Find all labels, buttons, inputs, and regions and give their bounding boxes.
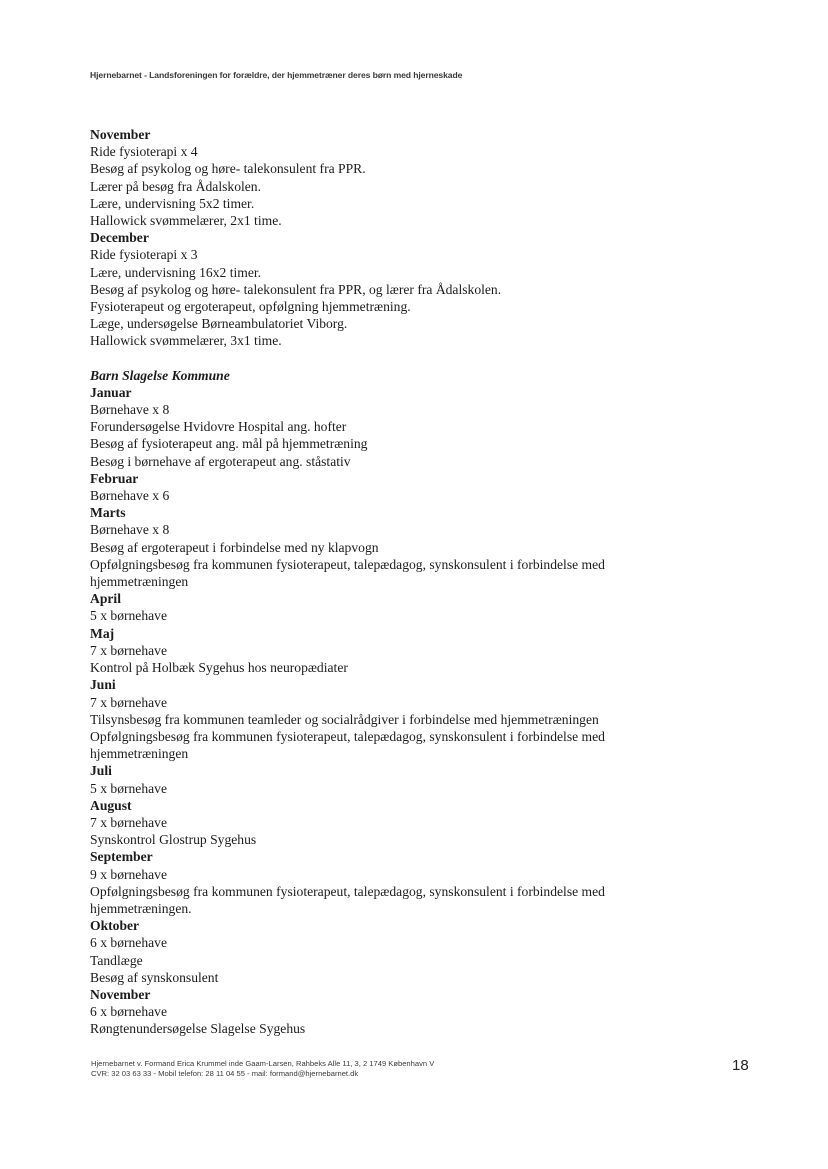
footer-contact: CVR: 32 03 63 33 - Mobil telefon: 28 11 04 55 - mail: formand@hjernebarnet.dk xyxy=(91,1069,359,1078)
list-item: 7 x børnehave xyxy=(90,694,168,710)
month-heading: August xyxy=(90,797,132,813)
list-item: Opfølgningsbesøg fra kommunen fysioterapeut, talepædagog, synskonsulent i forbindelse med hjemmetræningen. xyxy=(90,883,605,916)
month-heading: Marts xyxy=(90,505,126,521)
list-item: Besøg i børnehave af ergoterapeut ang. ståstativ xyxy=(90,453,351,469)
month-heading: Februar xyxy=(90,470,139,486)
list-item: Besøg af synskonsulent xyxy=(90,969,219,985)
list-item: Hallowick svømmelærer, 2x1 time. xyxy=(90,213,282,229)
list-item: Læge, undersøgelse Børneambulatoriet Viborg. xyxy=(90,316,348,332)
list-item: Kontrol på Holbæk Sygehus hos neuropædiater xyxy=(90,660,348,676)
list-item: 9 x børnehave xyxy=(90,866,168,882)
list-item: Ride fysioterapi x 3 xyxy=(90,247,198,263)
month-heading: Januar xyxy=(90,384,132,400)
section-heading: Barn Slagelse Kommune xyxy=(90,367,230,383)
month-heading: December xyxy=(90,230,149,246)
list-item: Synskontrol Glostrup Sygehus xyxy=(90,832,257,848)
list-item: Børnehave x 8 xyxy=(90,402,170,418)
list-item: 7 x børnehave xyxy=(90,814,168,830)
list-item: Ride fysioterapi x 4 xyxy=(90,144,198,160)
list-item: 6 x børnehave xyxy=(90,1004,168,1020)
month-heading: April xyxy=(90,591,121,607)
list-item: 5 x børnehave xyxy=(90,608,168,624)
month-heading: Juli xyxy=(90,763,112,779)
list-item: Børnehave x 6 xyxy=(90,488,170,504)
month-heading: November xyxy=(90,986,151,1002)
page-footer xyxy=(91,1059,434,1079)
list-item: Forundersøgelse Hvidovre Hospital ang. hofter xyxy=(90,419,347,435)
list-item: Tandlæge xyxy=(90,952,143,968)
page-header: Hjernebarnet - Landsforeningen for forældre, der hjemmetræner deres børn med hjerneskade xyxy=(90,70,463,80)
list-item: 5 x børnehave xyxy=(90,780,168,796)
footer-address: Hjernebarnet v. Formand Erica Krummel inde Gaam-Larsen, Rahbeks Alle 11, 3, 2 1749 København V xyxy=(91,1059,435,1068)
list-item: Opfølgningsbesøg fra kommunen fysioterapeut, talepædagog, synskonsulent i forbindelse med hjemmetræningen xyxy=(90,556,605,590)
list-item: Lære, undervisning 16x2 timer. xyxy=(90,264,262,280)
month-heading: Juni xyxy=(90,677,116,693)
document-body xyxy=(90,126,740,1038)
month-heading: September xyxy=(90,849,153,865)
list-item: Børnehave x 8 xyxy=(90,522,170,538)
list-item: Besøg af psykolog og høre- talekonsulent fra PPR, og lærer fra Ådalskolen. xyxy=(90,281,502,297)
list-item: 6 x børnehave xyxy=(90,935,168,951)
month-heading: November xyxy=(90,127,151,142)
list-item: Røngtenundersøgelse Slagelse Sygehus xyxy=(90,1021,306,1037)
list-item: Tilsynsbesøg fra kommunen teamleder og socialrådgiver i forbindelse med hjemmetræningen xyxy=(90,711,599,727)
list-item: Besøg af fysioterapeut ang. mål på hjemmetræning xyxy=(90,436,368,452)
month-heading: Oktober xyxy=(90,918,140,934)
list-item: Besøg af psykolog og høre- talekonsulent fra PPR. xyxy=(90,161,366,177)
list-item: Lære, undervisning 5x2 timer. xyxy=(90,195,255,211)
list-item: 7 x børnehave xyxy=(90,642,168,658)
page-number: 18 xyxy=(732,1057,749,1074)
list-item: Besøg af ergoterapeut i forbindelse med ny klapvogn xyxy=(90,539,379,555)
month-heading: Maj xyxy=(90,625,115,641)
list-item: Lærer på besøg fra Ådalskolen. xyxy=(90,178,261,194)
list-item: Opfølgningsbesøg fra kommunen fysioterapeut, talepædagog, synskonsulent i forbindelse med hjemmetræningen xyxy=(90,728,605,762)
list-item: Hallowick svømmelærer, 3x1 time. xyxy=(90,333,282,349)
list-item: Fysioterapeut og ergoterapeut, opfølgning hjemmetræning. xyxy=(90,299,411,315)
